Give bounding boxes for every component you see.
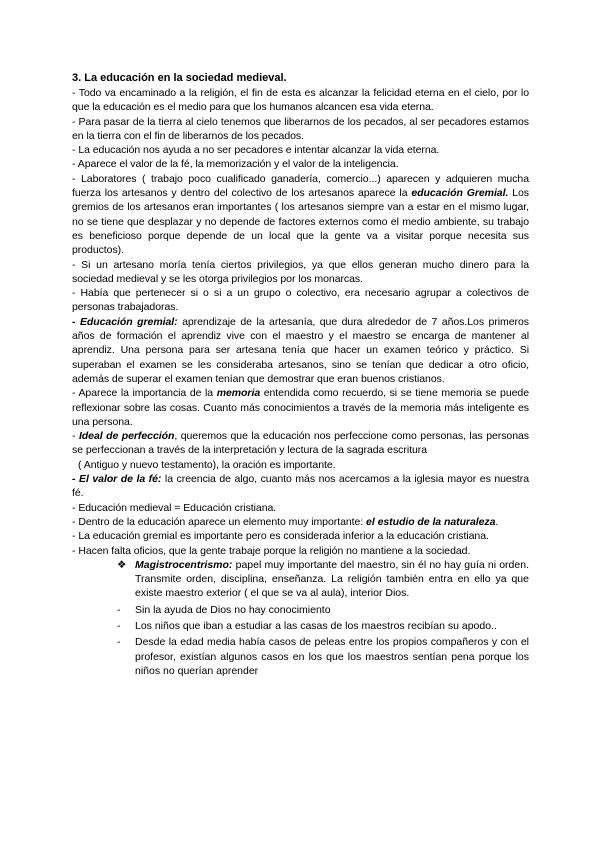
text-segment: Desde la edad media había casos de peleas entre los propios compañeros y con el profesor, existían algunos casos en los que los maestros sentían pena porque los niños no querían aprender — [135, 636, 529, 677]
text-segment: - — [72, 430, 79, 443]
paragraph-gremial-inferior: - La educación gremial es importante pero es considerada inferior a la educación cristiana. — [72, 530, 489, 543]
paragraph-education-helps: - La educación nos ayuda a no ser pecadores e intentar alcanzar la vida eterna. — [72, 144, 440, 157]
text-segment: aprendizaje de la artesanía, que dura alrededor de 7 años.Los primeros años de formación el aprendiz vive con el maestro y el maestro se encarga de mantener al aprendiz. Una persona para ser artesana tenía que hacer un examen teórico y práctico. Si superaban el examen se les consideraba artesanos, sino se tenían que dedicar a otro oficio, además de superar el examen tenían que demostrar que eran buenos cristianos. — [72, 315, 529, 385]
emphasis-educacion-gremial-label: - Educación gremial: — [72, 315, 178, 328]
list-item — [117, 635, 529, 678]
emphasis-educacion-gremial: educación Gremial. — [411, 187, 509, 200]
paragraph-privileges: - Si un artesano moría tenía ciertos privilegios, ya que ellos generan mucho dinero para la sociedad medieval y se les otorga privilegios por los monarcas. — [72, 258, 529, 285]
paragraph-values: - Aparece el valor de la fé, la memorización y el valor de la inteligencia. — [72, 158, 399, 171]
text-segment: - Dentro de la educación aparece un elemento muy importante: — [72, 515, 367, 528]
text-segment: - Aparece la importancia de la — [72, 387, 217, 400]
text-segment: la creencia de algo, cuanto más nos acercamos a la iglesia mayor es nuestra fé. — [72, 473, 529, 500]
text-segment: . — [495, 515, 499, 528]
paragraph-valor-fe — [72, 472, 529, 501]
emphasis-valor-fe: - El valor de la fé: — [72, 473, 162, 486]
text-segment: entendida como recuerdo, si se tiene memoria se puede reflexionar sobre las cosas. Cuanto más conocimientos a través de la memoria más inteligente es una persona. — [72, 387, 529, 428]
paragraph-collectives: - Había que pertenecer si o si a un grupo o colectivo, era necesario agrupar a colectivos de personas trabajadoras. — [72, 287, 529, 314]
paragraph-oficios: - Hacen falta oficios, que la gente trabaje porque la religión no mantiene a la sociedad. — [72, 544, 471, 557]
list-item — [117, 603, 529, 617]
paragraph-laboratores — [72, 172, 529, 258]
text-segment: , queremos que la educación nos perfeccione como personas, las personas se perfeccionan a través de la interpretación y lectura de la sagrada escritura — [72, 430, 529, 457]
list-item-magistrocentrismo — [117, 558, 529, 601]
emphasis-naturaleza: el estudio de la naturaleza — [366, 515, 496, 528]
text-segment: Los gremios de los artesanos eran importantes ( los artesanos siempre van a estar en el mismo lugar, no se tiene que desplazar y no depende de factores externos como el medio ambiente, su trabajo es beneficioso porque depende de un local que la gente va a visitar porque necesita sus productos). — [72, 187, 529, 257]
paragraph-sins: - Para pasar de la tierra al cielo tenemos que liberarnos de los pecados, al ser pecadores estamos en la tierra con el fin de liberarnos de los pecados. — [72, 115, 529, 142]
text-segment: Los niños que iban a estudiar a las casas de los maestros recibían su apodo.. — [135, 619, 497, 632]
section-heading: 3. La educación en la sociedad medieval. — [72, 72, 287, 84]
text-segment: papel muy importante del maestro, sin él no hay guía ni orden. Transmite orden, disciplina, enseñanza. La religión también entra en ello ya que existe maestro exterior ( el que se va al aula), interior Dios. — [135, 558, 529, 600]
bullet-list — [72, 558, 529, 678]
list-item — [117, 619, 529, 633]
paragraph-ideal-perfeccion — [72, 429, 529, 458]
text-segment: Sin la ayuda de Dios no hay conocimiento — [135, 603, 331, 616]
paragraph-naturaleza — [72, 515, 529, 529]
emphasis-memoria: memoria — [216, 387, 261, 400]
dash-bullet-icon: - — [117, 603, 121, 616]
paragraph-educacion-gremial — [72, 315, 529, 386]
dash-bullet-icon: - — [117, 619, 121, 632]
emphasis-magistrocentrismo: Magistrocentrismo: — [135, 558, 233, 571]
text-segment: - Laboratores ( trabajo poco cualificado ganadería, comercio...) aparecen y adquieren mucha fuerza los artesanos y dentro del colectivo de los artesanos aparece la — [72, 172, 529, 200]
paragraph-religion: - Todo va encaminado a la religión, el fin de esta es alcanzar la felicidad eterna en el cielo, por lo que la educación es el medio para que los humanos alcancen esa vida eterna. — [72, 87, 529, 114]
paragraph-memoria — [72, 386, 529, 429]
emphasis-ideal-perfeccion: Ideal de perfección — [78, 430, 175, 443]
paragraph-educacion-medieval: - Educación medieval = Educación cristiana. — [72, 501, 277, 514]
dash-bullet-icon: - — [117, 636, 121, 649]
paragraph-testamento: ( Antiguo y nuevo testamento), la oración es importante. — [78, 458, 336, 471]
diamond-bullet-icon: ❖ — [117, 558, 127, 571]
